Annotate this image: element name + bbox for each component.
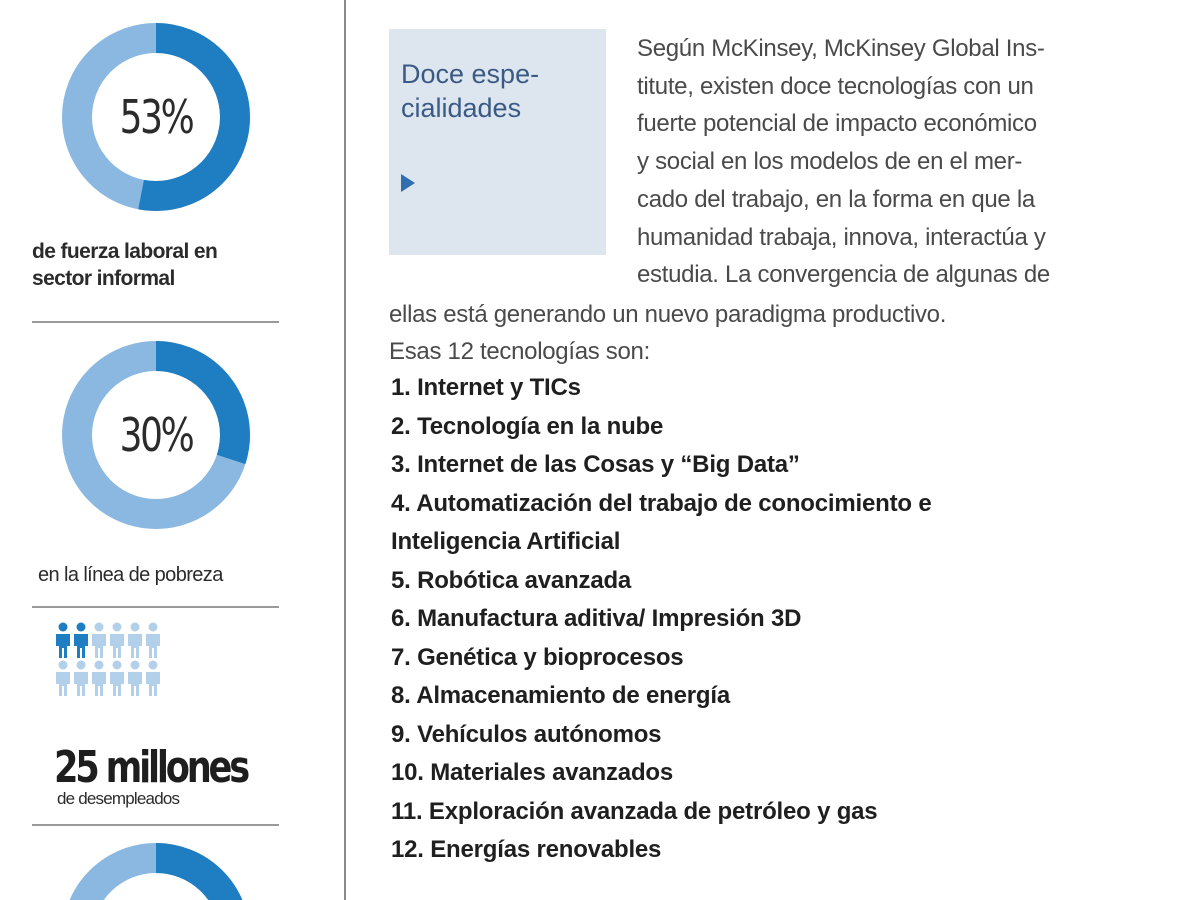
people-pictogram bbox=[54, 622, 174, 722]
callout-box bbox=[389, 29, 606, 255]
intro-paragraph bbox=[637, 30, 1157, 294]
list-item: 10. Materiales avanzados bbox=[391, 759, 674, 786]
donut-ring-fill bbox=[156, 858, 235, 900]
list-item: 12. Energías renovables bbox=[391, 836, 662, 863]
person-icon bbox=[92, 623, 106, 659]
intro-line: Según McKinsey, McKinsey Global Ins- bbox=[637, 35, 1045, 62]
intro-line: estudia. La convergencia de algunas de bbox=[637, 261, 1050, 289]
play-triangle-icon bbox=[401, 174, 415, 197]
list-item: 9. Vehículos autónomos bbox=[391, 720, 662, 748]
unemployed-caption: de desempleados bbox=[57, 789, 180, 808]
person-icon bbox=[128, 623, 142, 659]
callout-title-line: Doce espe- bbox=[401, 59, 540, 89]
intro-line: cado del trabajo, en la forma en que la bbox=[637, 185, 1035, 213]
divider-rule bbox=[32, 606, 279, 608]
list-item: 5. Robótica avanzada bbox=[391, 566, 632, 594]
person-icon bbox=[110, 623, 124, 659]
person-icon bbox=[56, 623, 70, 659]
list-item: 8. Almacenamiento de energía bbox=[391, 682, 730, 709]
people-icons bbox=[54, 622, 174, 722]
caption-line: en la línea de pobreza bbox=[38, 564, 223, 586]
callout-title-line: cialidades bbox=[401, 93, 522, 123]
intro-line: humanidad trabaja, innova, interactúa y bbox=[637, 223, 1046, 251]
unemployed-count: 25 millones bbox=[54, 742, 247, 793]
list-item: 7. Genética y bioprocesos bbox=[391, 643, 684, 671]
person-icon bbox=[56, 661, 70, 697]
list-item: 3. Internet de las Cosas y “Big Data” bbox=[391, 451, 800, 478]
donut-value: 53% bbox=[119, 90, 193, 144]
list-item: 1. Internet y TICs bbox=[391, 374, 581, 401]
list-item: 4. Automatización del trabajo de conocimiento e bbox=[391, 489, 932, 517]
person-icon bbox=[92, 661, 106, 697]
stats-sidebar bbox=[0, 0, 330, 900]
person-icon bbox=[110, 661, 124, 697]
intro-line: y social en los modelos de en el mer- bbox=[637, 148, 1023, 176]
caption-line: de fuerza laboral en bbox=[32, 240, 218, 263]
donut-chart-partial bbox=[61, 842, 251, 900]
person-icon bbox=[146, 623, 160, 659]
intro-line: fuerte potencial de impacto económico bbox=[637, 110, 1037, 138]
person-icon bbox=[74, 661, 88, 697]
donut-chart-poverty bbox=[61, 340, 251, 530]
intro-line: titute, existen doce tecnologías con un bbox=[637, 72, 1034, 100]
list-item: 2. Tecnología en la nube bbox=[391, 412, 664, 440]
list-item: 6. Manufactura aditiva/ Impresión 3D bbox=[391, 605, 802, 632]
list-item: 11. Exploración avanzada de petróleo y gas bbox=[391, 797, 878, 825]
person-icon bbox=[128, 661, 142, 697]
stat-caption-informal-labor bbox=[32, 238, 217, 292]
donut-chart-informal-labor bbox=[61, 22, 251, 212]
stat-caption-poverty bbox=[38, 562, 223, 589]
person-icon bbox=[146, 661, 160, 697]
paragraph-line: ellas está generando un nuevo paradigma productivo. bbox=[389, 301, 947, 328]
callout-title bbox=[401, 57, 601, 125]
list-item: Inteligencia Artificial bbox=[391, 528, 621, 555]
donut-ring bbox=[61, 842, 251, 900]
divider-rule bbox=[32, 321, 279, 323]
paragraph-line: Esas 12 tecnologías son: bbox=[389, 338, 650, 365]
caption-line: sector informal bbox=[32, 267, 175, 290]
person-icon bbox=[74, 623, 88, 659]
continuation-paragraph bbox=[389, 296, 946, 370]
column-divider bbox=[344, 0, 346, 900]
technology-list bbox=[391, 369, 931, 870]
donut-value: 30% bbox=[119, 408, 193, 462]
divider-rule bbox=[32, 824, 279, 826]
